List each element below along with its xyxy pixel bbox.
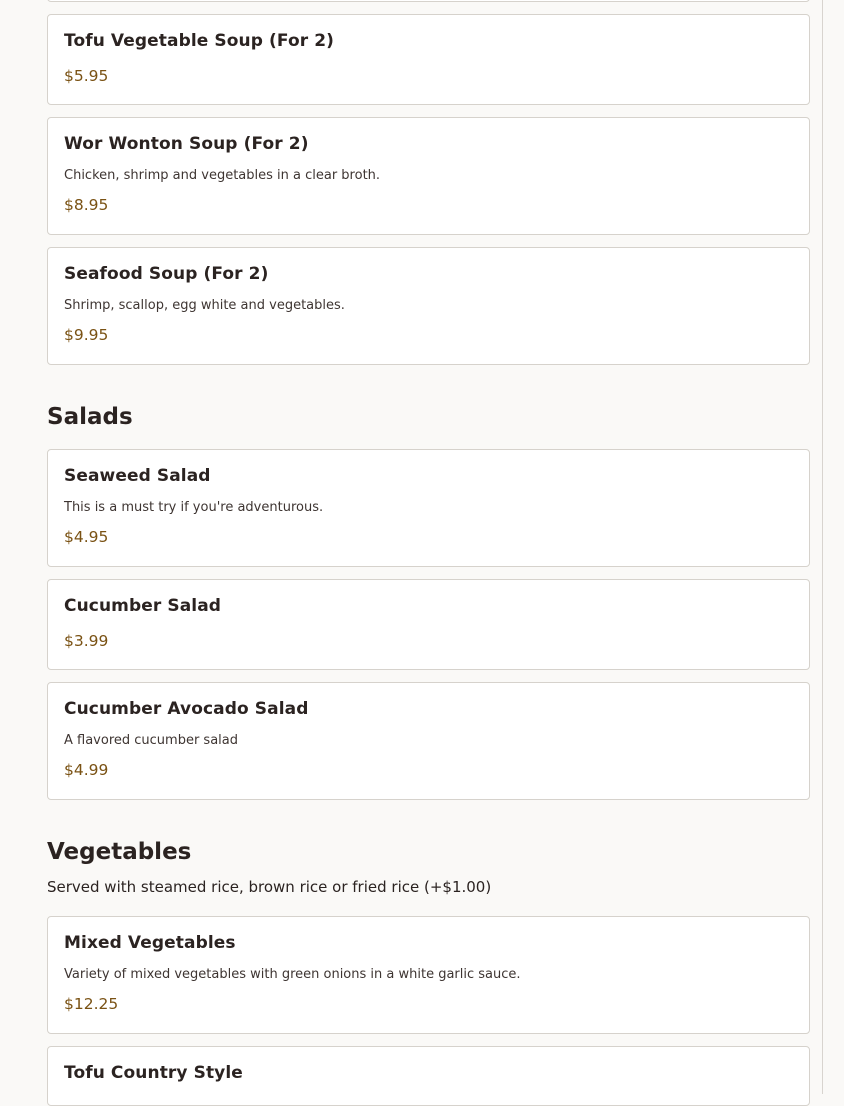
menu-item-price: $3.99 (64, 632, 109, 650)
menu-item-card[interactable] (47, 1046, 810, 1106)
menu-item-card[interactable] (47, 449, 810, 567)
menu-item-price: $9.95 (64, 326, 109, 344)
menu-item-name: Tofu Country Style (64, 1063, 243, 1083)
section-title-vegetables: Vegetables (47, 839, 192, 865)
menu-item-price: $12.25 (64, 995, 119, 1013)
menu-item-price: $5.95 (64, 67, 109, 85)
content-right-border (822, 0, 823, 1094)
menu-item-description: Chicken, shrimp and vegetables in a clear broth. (64, 168, 381, 183)
menu-item-price: $8.95 (64, 196, 109, 214)
menu-item-name: Mixed Vegetables (64, 933, 236, 953)
menu-item-name: Seaweed Salad (64, 466, 211, 486)
menu-item-card-partial[interactable] (47, 0, 810, 2)
section-note: Served with steamed rice, brown rice or fried rice (+$1.00) (47, 878, 492, 896)
menu-item-card[interactable] (47, 247, 810, 365)
menu-item-card[interactable] (47, 117, 810, 235)
menu-item-card[interactable] (47, 579, 810, 670)
menu-item-price: $4.95 (64, 528, 109, 546)
menu-item-description: A flavored cucumber salad (64, 733, 239, 748)
section-title-salads: Salads (47, 404, 133, 430)
menu-item-description: This is a must try if you're adventurous. (64, 500, 324, 515)
menu-item-description: Shrimp, scallop, egg white and vegetables. (64, 298, 345, 313)
menu-item-card[interactable] (47, 14, 810, 105)
menu-item-card[interactable] (47, 916, 810, 1034)
menu-item-description: Variety of mixed vegetables with green onions in a white garlic sauce. (64, 967, 521, 982)
menu-item-name: Cucumber Avocado Salad (64, 699, 309, 719)
menu-item-name: Tofu Vegetable Soup (For 2) (64, 31, 335, 51)
menu-item-name: Seafood Soup (For 2) (64, 264, 269, 284)
menu-item-name: Wor Wonton Soup (For 2) (64, 134, 309, 154)
menu-item-name: Cucumber Salad (64, 596, 222, 616)
menu-item-price: $4.99 (64, 761, 109, 779)
menu-item-card[interactable] (47, 682, 810, 800)
